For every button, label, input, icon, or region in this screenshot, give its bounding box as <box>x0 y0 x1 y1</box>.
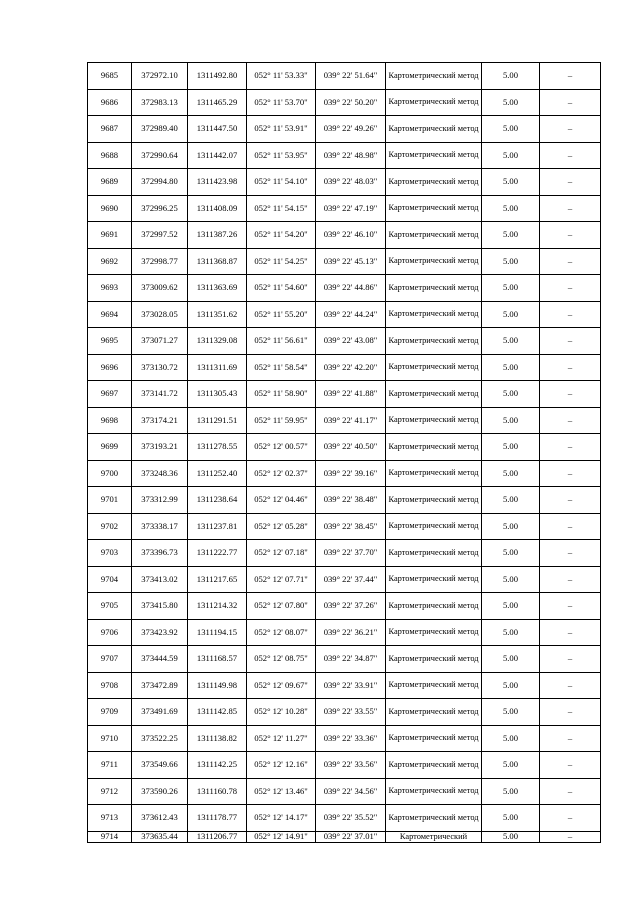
point-number-cell: 9707 <box>88 646 132 673</box>
y-coordinate-cell: 1311447.50 <box>188 116 247 143</box>
x-coordinate-cell: 373396.73 <box>132 540 188 567</box>
point-number-cell: 9699 <box>88 434 132 461</box>
description-cell: – <box>540 434 601 461</box>
accuracy-cell: 5.00 <box>482 831 540 842</box>
latitude-cell: 052° 12' 05.28" <box>247 513 316 540</box>
accuracy-cell: 5.00 <box>482 699 540 726</box>
accuracy-cell: 5.00 <box>482 248 540 275</box>
accuracy-cell: 5.00 <box>482 89 540 116</box>
description-cell: – <box>540 646 601 673</box>
description-cell: – <box>540 328 601 355</box>
table-row <box>88 619 601 646</box>
y-coordinate-cell: 1311142.85 <box>188 699 247 726</box>
method-cell: Картометрический метод <box>386 778 482 805</box>
table-row <box>88 752 601 779</box>
point-number-cell: 9709 <box>88 699 132 726</box>
table-row <box>88 301 601 328</box>
table-row <box>88 354 601 381</box>
x-coordinate-cell: 373028.05 <box>132 301 188 328</box>
point-number-cell: 9687 <box>88 116 132 143</box>
latitude-cell: 052° 11' 54.60" <box>247 275 316 302</box>
x-coordinate-cell: 373071.27 <box>132 328 188 355</box>
longitude-cell: 039° 22' 34.56" <box>316 778 386 805</box>
latitude-cell: 052° 12' 02.37" <box>247 460 316 487</box>
point-number-cell: 9701 <box>88 487 132 514</box>
method-cell: Картометрический метод <box>386 805 482 832</box>
x-coordinate-cell: 373635.44 <box>132 831 188 842</box>
description-cell: – <box>540 778 601 805</box>
point-number-cell: 9690 <box>88 195 132 222</box>
table-row <box>88 725 601 752</box>
description-cell: – <box>540 460 601 487</box>
method-cell: Картометрический метод <box>386 222 482 249</box>
description-cell: – <box>540 195 601 222</box>
accuracy-cell: 5.00 <box>482 275 540 302</box>
latitude-cell: 052° 12' 08.07" <box>247 619 316 646</box>
latitude-cell: 052° 12' 09.67" <box>247 672 316 699</box>
y-coordinate-cell: 1311168.57 <box>188 646 247 673</box>
description-cell: – <box>540 407 601 434</box>
latitude-cell: 052° 12' 00.57" <box>247 434 316 461</box>
x-coordinate-cell: 373522.25 <box>132 725 188 752</box>
description-cell: – <box>540 381 601 408</box>
x-coordinate-cell: 373491.69 <box>132 699 188 726</box>
y-coordinate-cell: 1311238.64 <box>188 487 247 514</box>
y-coordinate-cell: 1311363.69 <box>188 275 247 302</box>
latitude-cell: 052° 12' 14.17" <box>247 805 316 832</box>
latitude-cell: 052° 11' 59.95" <box>247 407 316 434</box>
point-number-cell: 9686 <box>88 89 132 116</box>
method-cell: Картометрический метод <box>386 275 482 302</box>
accuracy-cell: 5.00 <box>482 222 540 249</box>
point-number-cell: 9685 <box>88 63 132 90</box>
longitude-cell: 039° 22' 51.64" <box>316 63 386 90</box>
coordinates-table <box>87 62 601 843</box>
table-row <box>88 778 601 805</box>
accuracy-cell: 5.00 <box>482 672 540 699</box>
longitude-cell: 039° 22' 37.44" <box>316 566 386 593</box>
point-number-cell: 9708 <box>88 672 132 699</box>
table-row <box>88 434 601 461</box>
y-coordinate-cell: 1311222.77 <box>188 540 247 567</box>
description-cell: – <box>540 566 601 593</box>
latitude-cell: 052° 11' 53.33" <box>247 63 316 90</box>
x-coordinate-cell: 373472.89 <box>132 672 188 699</box>
accuracy-cell: 5.00 <box>482 513 540 540</box>
accuracy-cell: 5.00 <box>482 142 540 169</box>
accuracy-cell: 5.00 <box>482 116 540 143</box>
method-cell: Картометрический метод <box>386 619 482 646</box>
latitude-cell: 052° 11' 53.95" <box>247 142 316 169</box>
x-coordinate-cell: 373141.72 <box>132 381 188 408</box>
method-cell: Картометрический метод <box>386 89 482 116</box>
x-coordinate-cell: 373444.59 <box>132 646 188 673</box>
point-number-cell: 9697 <box>88 381 132 408</box>
point-number-cell: 9710 <box>88 725 132 752</box>
x-coordinate-cell: 372990.64 <box>132 142 188 169</box>
latitude-cell: 052° 12' 13.46" <box>247 778 316 805</box>
table-row <box>88 487 601 514</box>
y-coordinate-cell: 1311408.09 <box>188 195 247 222</box>
y-coordinate-cell: 1311142.25 <box>188 752 247 779</box>
longitude-cell: 039° 22' 37.01" <box>316 831 386 842</box>
method-cell: Картометрический метод <box>386 63 482 90</box>
x-coordinate-cell: 373413.02 <box>132 566 188 593</box>
table-row <box>88 381 601 408</box>
description-cell: – <box>540 354 601 381</box>
y-coordinate-cell: 1311368.87 <box>188 248 247 275</box>
y-coordinate-cell: 1311138.82 <box>188 725 247 752</box>
y-coordinate-cell: 1311423.98 <box>188 169 247 196</box>
accuracy-cell: 5.00 <box>482 487 540 514</box>
table-row <box>88 328 601 355</box>
accuracy-cell: 5.00 <box>482 593 540 620</box>
accuracy-cell: 5.00 <box>482 540 540 567</box>
accuracy-cell: 5.00 <box>482 63 540 90</box>
point-number-cell: 9693 <box>88 275 132 302</box>
method-cell: Картометрический метод <box>386 646 482 673</box>
point-number-cell: 9698 <box>88 407 132 434</box>
table-row <box>88 248 601 275</box>
longitude-cell: 039° 22' 44.24" <box>316 301 386 328</box>
longitude-cell: 039° 22' 43.08" <box>316 328 386 355</box>
description-cell: – <box>540 831 601 842</box>
accuracy-cell: 5.00 <box>482 778 540 805</box>
y-coordinate-cell: 1311311.69 <box>188 354 247 381</box>
latitude-cell: 052° 12' 08.75" <box>247 646 316 673</box>
description-cell: – <box>540 513 601 540</box>
longitude-cell: 039° 22' 38.45" <box>316 513 386 540</box>
latitude-cell: 052° 11' 53.70" <box>247 89 316 116</box>
y-coordinate-cell: 1311492.80 <box>188 63 247 90</box>
longitude-cell: 039° 22' 42.20" <box>316 354 386 381</box>
y-coordinate-cell: 1311329.08 <box>188 328 247 355</box>
latitude-cell: 052° 12' 10.28" <box>247 699 316 726</box>
description-cell: – <box>540 275 601 302</box>
table-row <box>88 805 601 832</box>
x-coordinate-cell: 373130.72 <box>132 354 188 381</box>
latitude-cell: 052° 11' 58.90" <box>247 381 316 408</box>
longitude-cell: 039° 22' 44.86" <box>316 275 386 302</box>
x-coordinate-cell: 372972.10 <box>132 63 188 90</box>
description-cell: – <box>540 63 601 90</box>
point-number-cell: 9706 <box>88 619 132 646</box>
x-coordinate-cell: 373415.80 <box>132 593 188 620</box>
point-number-cell: 9713 <box>88 805 132 832</box>
longitude-cell: 039° 22' 45.13" <box>316 248 386 275</box>
y-coordinate-cell: 1311160.78 <box>188 778 247 805</box>
method-cell: Картометрический метод <box>386 593 482 620</box>
point-number-cell: 9695 <box>88 328 132 355</box>
latitude-cell: 052° 11' 54.20" <box>247 222 316 249</box>
table-row <box>88 566 601 593</box>
table-row <box>88 460 601 487</box>
table-row <box>88 593 601 620</box>
description-cell: – <box>540 725 601 752</box>
point-number-cell: 9711 <box>88 752 132 779</box>
table-row <box>88 89 601 116</box>
y-coordinate-cell: 1311278.55 <box>188 434 247 461</box>
latitude-cell: 052° 11' 54.10" <box>247 169 316 196</box>
y-coordinate-cell: 1311351.62 <box>188 301 247 328</box>
longitude-cell: 039° 22' 41.88" <box>316 381 386 408</box>
method-cell: Картометрический <box>386 831 482 842</box>
point-number-cell: 9714 <box>88 831 132 842</box>
table-row <box>88 831 601 842</box>
description-cell: – <box>540 222 601 249</box>
accuracy-cell: 5.00 <box>482 566 540 593</box>
longitude-cell: 039° 22' 37.26" <box>316 593 386 620</box>
y-coordinate-cell: 1311305.43 <box>188 381 247 408</box>
y-coordinate-cell: 1311206.77 <box>188 831 247 842</box>
y-coordinate-cell: 1311149.98 <box>188 672 247 699</box>
method-cell: Картометрический метод <box>386 301 482 328</box>
accuracy-cell: 5.00 <box>482 619 540 646</box>
point-number-cell: 9692 <box>88 248 132 275</box>
latitude-cell: 052° 12' 07.71" <box>247 566 316 593</box>
latitude-cell: 052° 12' 14.91" <box>247 831 316 842</box>
point-number-cell: 9700 <box>88 460 132 487</box>
longitude-cell: 039° 22' 33.91" <box>316 672 386 699</box>
method-cell: Картометрический метод <box>386 434 482 461</box>
latitude-cell: 052° 11' 58.54" <box>247 354 316 381</box>
accuracy-cell: 5.00 <box>482 434 540 461</box>
description-cell: – <box>540 593 601 620</box>
longitude-cell: 039° 22' 33.36" <box>316 725 386 752</box>
longitude-cell: 039° 22' 38.48" <box>316 487 386 514</box>
latitude-cell: 052° 11' 56.61" <box>247 328 316 355</box>
longitude-cell: 039° 22' 46.10" <box>316 222 386 249</box>
method-cell: Картометрический метод <box>386 381 482 408</box>
latitude-cell: 052° 12' 07.18" <box>247 540 316 567</box>
longitude-cell: 039° 22' 35.52" <box>316 805 386 832</box>
y-coordinate-cell: 1311178.77 <box>188 805 247 832</box>
x-coordinate-cell: 372997.52 <box>132 222 188 249</box>
accuracy-cell: 5.00 <box>482 301 540 328</box>
x-coordinate-cell: 373312.99 <box>132 487 188 514</box>
latitude-cell: 052° 12' 04.46" <box>247 487 316 514</box>
accuracy-cell: 5.00 <box>482 805 540 832</box>
table-row <box>88 169 601 196</box>
description-cell: – <box>540 672 601 699</box>
description-cell: – <box>540 301 601 328</box>
description-cell: – <box>540 89 601 116</box>
table-row <box>88 699 601 726</box>
longitude-cell: 039° 22' 41.17" <box>316 407 386 434</box>
x-coordinate-cell: 373590.26 <box>132 778 188 805</box>
description-cell: – <box>540 169 601 196</box>
accuracy-cell: 5.00 <box>482 407 540 434</box>
method-cell: Картометрический метод <box>386 116 482 143</box>
accuracy-cell: 5.00 <box>482 752 540 779</box>
longitude-cell: 039° 22' 48.03" <box>316 169 386 196</box>
description-cell: – <box>540 540 601 567</box>
longitude-cell: 039° 22' 36.21" <box>316 619 386 646</box>
longitude-cell: 039° 22' 37.70" <box>316 540 386 567</box>
table-row <box>88 222 601 249</box>
method-cell: Картометрический метод <box>386 195 482 222</box>
y-coordinate-cell: 1311214.32 <box>188 593 247 620</box>
table-row <box>88 513 601 540</box>
y-coordinate-cell: 1311387.26 <box>188 222 247 249</box>
table-row <box>88 195 601 222</box>
x-coordinate-cell: 372989.40 <box>132 116 188 143</box>
point-number-cell: 9689 <box>88 169 132 196</box>
method-cell: Картометрический метод <box>386 248 482 275</box>
point-number-cell: 9703 <box>88 540 132 567</box>
x-coordinate-cell: 373549.66 <box>132 752 188 779</box>
description-cell: – <box>540 699 601 726</box>
method-cell: Картометрический метод <box>386 169 482 196</box>
y-coordinate-cell: 1311252.40 <box>188 460 247 487</box>
latitude-cell: 052° 11' 54.15" <box>247 195 316 222</box>
longitude-cell: 039° 22' 49.26" <box>316 116 386 143</box>
x-coordinate-cell: 373248.36 <box>132 460 188 487</box>
x-coordinate-cell: 372983.13 <box>132 89 188 116</box>
table-row <box>88 646 601 673</box>
y-coordinate-cell: 1311194.15 <box>188 619 247 646</box>
description-cell: – <box>540 805 601 832</box>
longitude-cell: 039° 22' 47.19" <box>316 195 386 222</box>
point-number-cell: 9704 <box>88 566 132 593</box>
accuracy-cell: 5.00 <box>482 381 540 408</box>
table-row <box>88 407 601 434</box>
longitude-cell: 039° 22' 34.87" <box>316 646 386 673</box>
method-cell: Картометрический метод <box>386 699 482 726</box>
latitude-cell: 052° 11' 54.25" <box>247 248 316 275</box>
x-coordinate-cell: 372998.77 <box>132 248 188 275</box>
x-coordinate-cell: 372996.25 <box>132 195 188 222</box>
description-cell: – <box>540 619 601 646</box>
x-coordinate-cell: 373193.21 <box>132 434 188 461</box>
table-row <box>88 63 601 90</box>
accuracy-cell: 5.00 <box>482 354 540 381</box>
y-coordinate-cell: 1311442.07 <box>188 142 247 169</box>
point-number-cell: 9712 <box>88 778 132 805</box>
table-body <box>88 63 601 843</box>
table-row <box>88 275 601 302</box>
x-coordinate-cell: 373174.21 <box>132 407 188 434</box>
latitude-cell: 052° 12' 07.80" <box>247 593 316 620</box>
latitude-cell: 052° 11' 55.20" <box>247 301 316 328</box>
method-cell: Картометрический метод <box>386 513 482 540</box>
method-cell: Картометрический метод <box>386 328 482 355</box>
x-coordinate-cell: 373009.62 <box>132 275 188 302</box>
longitude-cell: 039° 22' 48.98" <box>316 142 386 169</box>
method-cell: Картометрический метод <box>386 460 482 487</box>
table-row <box>88 116 601 143</box>
accuracy-cell: 5.00 <box>482 460 540 487</box>
accuracy-cell: 5.00 <box>482 195 540 222</box>
table-row <box>88 540 601 567</box>
y-coordinate-cell: 1311465.29 <box>188 89 247 116</box>
x-coordinate-cell: 373612.43 <box>132 805 188 832</box>
point-number-cell: 9705 <box>88 593 132 620</box>
method-cell: Картометрический метод <box>386 540 482 567</box>
accuracy-cell: 5.00 <box>482 725 540 752</box>
x-coordinate-cell: 373338.17 <box>132 513 188 540</box>
longitude-cell: 039° 22' 40.50" <box>316 434 386 461</box>
method-cell: Картометрический метод <box>386 487 482 514</box>
longitude-cell: 039° 22' 39.16" <box>316 460 386 487</box>
accuracy-cell: 5.00 <box>482 646 540 673</box>
method-cell: Картометрический метод <box>386 142 482 169</box>
accuracy-cell: 5.00 <box>482 169 540 196</box>
x-coordinate-cell: 372994.80 <box>132 169 188 196</box>
y-coordinate-cell: 1311217.65 <box>188 566 247 593</box>
point-number-cell: 9688 <box>88 142 132 169</box>
table-row <box>88 142 601 169</box>
method-cell: Картометрический метод <box>386 354 482 381</box>
latitude-cell: 052° 12' 11.27" <box>247 725 316 752</box>
point-number-cell: 9702 <box>88 513 132 540</box>
method-cell: Картометрический метод <box>386 407 482 434</box>
method-cell: Картометрический метод <box>386 566 482 593</box>
point-number-cell: 9696 <box>88 354 132 381</box>
y-coordinate-cell: 1311237.81 <box>188 513 247 540</box>
method-cell: Картометрический метод <box>386 752 482 779</box>
latitude-cell: 052° 12' 12.16" <box>247 752 316 779</box>
point-number-cell: 9694 <box>88 301 132 328</box>
description-cell: – <box>540 487 601 514</box>
longitude-cell: 039° 22' 33.55" <box>316 699 386 726</box>
y-coordinate-cell: 1311291.51 <box>188 407 247 434</box>
description-cell: – <box>540 116 601 143</box>
accuracy-cell: 5.00 <box>482 328 540 355</box>
description-cell: – <box>540 248 601 275</box>
latitude-cell: 052° 11' 53.91" <box>247 116 316 143</box>
method-cell: Картометрический метод <box>386 725 482 752</box>
point-number-cell: 9691 <box>88 222 132 249</box>
longitude-cell: 039° 22' 33.56" <box>316 752 386 779</box>
description-cell: – <box>540 142 601 169</box>
method-cell: Картометрический метод <box>386 672 482 699</box>
description-cell: – <box>540 752 601 779</box>
longitude-cell: 039° 22' 50.20" <box>316 89 386 116</box>
table-row <box>88 672 601 699</box>
x-coordinate-cell: 373423.92 <box>132 619 188 646</box>
